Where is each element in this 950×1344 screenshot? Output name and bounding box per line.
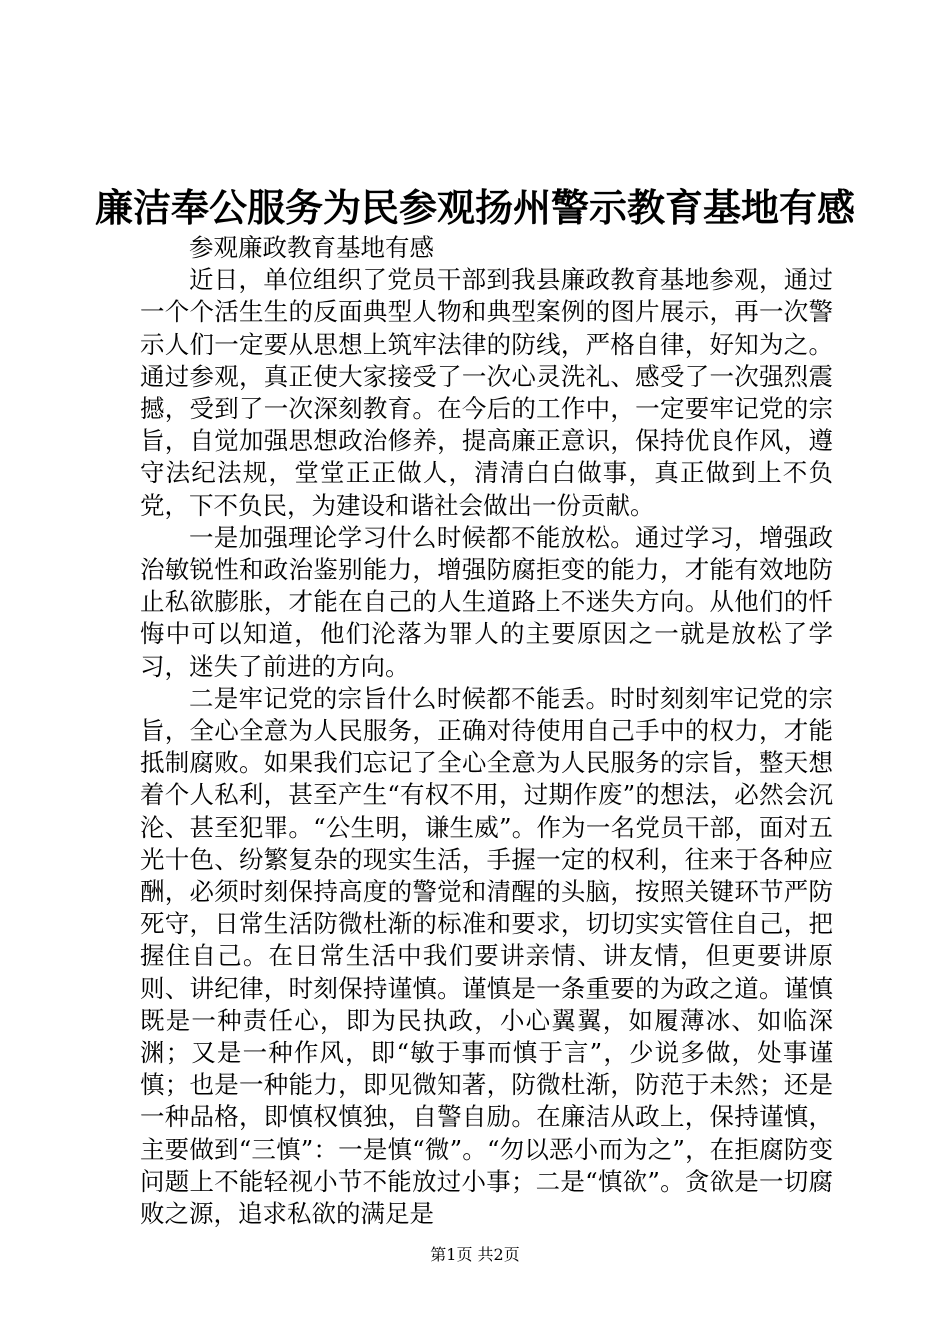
page-footer: 第1页 共2页	[430, 1245, 520, 1264]
document-title: 廉洁奉公服务为民参观扬州警示教育基地有感	[94, 185, 855, 230]
body-paragraph: 二是牢记党的宗旨什么时候都不能丢。时时刻刻牢记党的宗旨，全心全意为人民服务，正确对待使用自己手中的权力，才能抵制腐败。如果我们忘记了全心全意为人民服务的宗旨，整天想着个人私利，甚至产生“有权不用，过期作废”的想法，必然会沉沦、甚至犯罪。“公生明，谦生威”。作为一名党员干部，面对五光十色、纷繁复杂的现实生活，手握一定的权利，往来于各种应酬，必须时刻保持高度的警觉和清醒的头脑，按照关键环节严防死守，日常生活防微杜渐的标准和要求，切切实实管住自己，把握住自己。在日常生活中我们要讲亲情、讲友情，但更要讲原则、讲纪律，时刻保持谨慎。谨慎是一条重要的为政之道。谨慎既是一种责任心，即为民执政，小心翼翼，如履薄冰、如临深渊；又是一种作风，即“敏于事而慎于言”，少说多做，处事谨慎；也是一种能力，即见微知著，防微杜渐，防范于未然；还是一种品格，即慎权慎独，自警自励。在廉洁从政上，保持谨慎，主要做到“三慎”：一是慎“微”。“勿以恶小而为之”，在拒腐防变问题上不能轻视小节不能放过小事；二是“慎欲”。贪欲是一切腐败之源，追求私欲的满足是	[140, 683, 833, 1229]
document-body	[140, 232, 833, 1230]
body-paragraph: 近日，单位组织了党员干部到我县廉政教育基地参观，通过一个个活生生的反面典型人物和典型案例的图片展示，再一次警示人们一定要从思想上筑牢法律的防线，严格自律，好知为之。通过参观，真正使大家接受了一次心灵洗礼、感受了一次强烈震撼，受到了一次深刻教育。在今后的工作中，一定要牢记党的宗旨，自觉加强思想政治修养，提高廉正意识，保持优良作风，遵守法纪法规，堂堂正正做人，清清白白做事，真正做到上不负党，下不负民，为建设和谐社会做出一份贡献。	[140, 265, 833, 520]
body-paragraph: 一是加强理论学习什么时候都不能放松。通过学习，增强政治敏锐性和政治鉴别能力，增强防腐拒变的能力，才能有效地防止私欲膨胀，才能在自己的人生道路上不迷失方向。从他们的忏悔中可以知道，他们沦落为罪人的主要原因之一就是放松了学习，迷失了前进的方向。	[140, 522, 833, 681]
subtitle-paragraph: 参观廉政教育基地有感	[189, 233, 434, 262]
